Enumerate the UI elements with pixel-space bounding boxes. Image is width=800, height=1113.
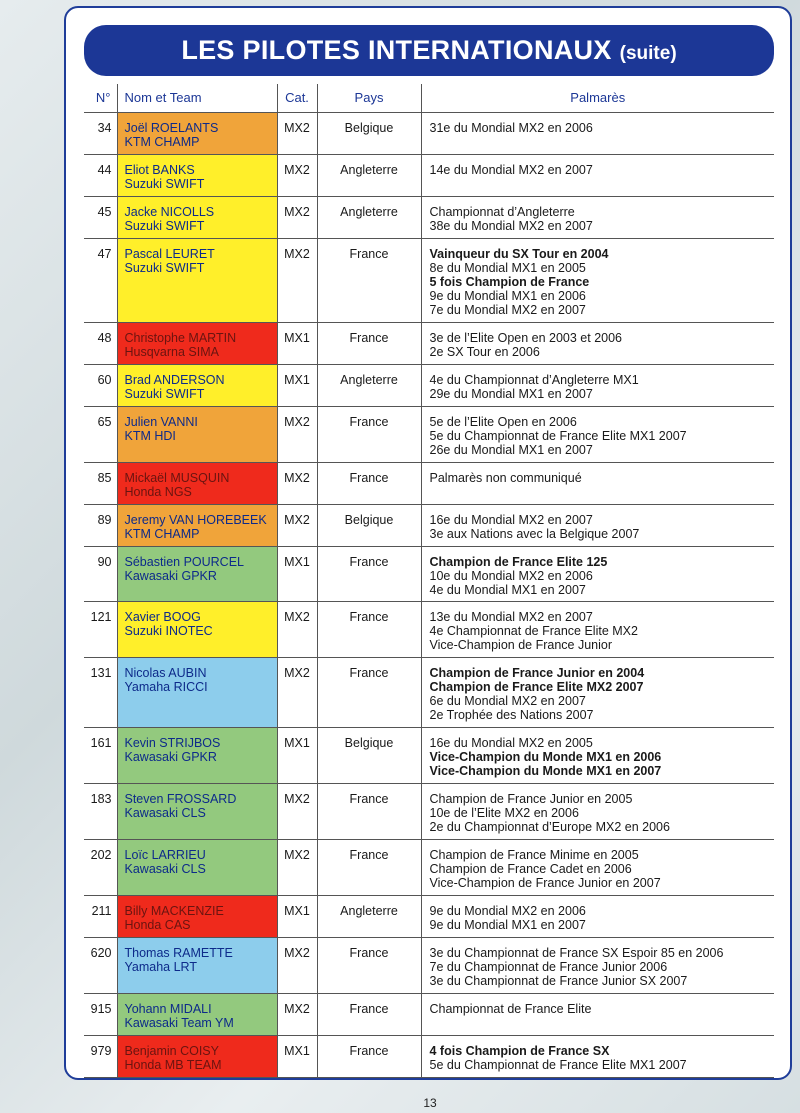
- rider-palmares: [421, 462, 774, 504]
- rider-team: Honda NGS: [124, 484, 192, 499]
- rider-name: Brad ANDERSON: [124, 372, 225, 387]
- rider-name: Billy MACKENZIE: [124, 903, 224, 918]
- rider-category: MX2: [277, 993, 317, 1035]
- rider-name: Joël ROELANTS: [124, 120, 219, 135]
- palmares-line: 2e SX Tour en 2006: [429, 344, 540, 359]
- rider-name-team-cell: [117, 657, 277, 727]
- palmares-line: 7e du Mondial MX2 en 2007: [429, 302, 586, 317]
- palmares-line: 4e Championnat de France Elite MX2: [429, 623, 638, 638]
- rider-country: France: [317, 462, 421, 504]
- rider-team: Kawasaki CLS: [124, 861, 206, 876]
- palmares-line: 2e Trophée des Nations 2007: [429, 707, 594, 722]
- palmares-line: Vice-Champion de France Junior en 2007: [429, 875, 661, 890]
- palmares-line: Champion de France Junior en 2005: [429, 791, 633, 806]
- rider-team: Honda CAS: [124, 917, 191, 932]
- rider-team: KTM CHAMP: [124, 134, 200, 149]
- rider-team: Kawasaki GPKR: [124, 749, 217, 764]
- palmares-line: Palmarès non communiqué: [429, 470, 582, 485]
- rider-number: 90: [84, 546, 117, 601]
- palmares-line: Champion de France Elite MX2 2007: [429, 679, 644, 694]
- table-row: [84, 657, 774, 727]
- rider-palmares: [421, 112, 774, 154]
- page-title-suffix: (suite): [619, 43, 677, 64]
- rider-number: 915: [84, 993, 117, 1035]
- rider-team: KTM CHAMP: [124, 526, 200, 541]
- palmares-line: Champion de France Minime en 2005: [429, 847, 639, 862]
- rider-name-team-cell: [117, 112, 277, 154]
- rider-number: 89: [84, 504, 117, 546]
- rider-number: 131: [84, 657, 117, 727]
- palmares-line: Championnat d’Angleterre: [429, 204, 575, 219]
- rider-name-team-cell: [117, 238, 277, 322]
- rider-team: Husqvarna SIMA: [124, 344, 219, 359]
- rider-number: 34: [84, 112, 117, 154]
- rider-category: MX1: [277, 1035, 317, 1077]
- table-row: [84, 364, 774, 406]
- palmares-line: 26e du Mondial MX1 en 2007: [429, 442, 593, 457]
- table-row: [84, 504, 774, 546]
- rider-palmares: [421, 154, 774, 196]
- rider-country: Belgique: [317, 504, 421, 546]
- rider-name-team-cell: [117, 1035, 277, 1077]
- rider-name: Kevin STRIJBOS: [124, 735, 221, 750]
- rider-number: 121: [84, 601, 117, 657]
- rider-country: Belgique: [317, 727, 421, 783]
- rider-number: 620: [84, 937, 117, 993]
- rider-name-team-cell: [117, 364, 277, 406]
- rider-name: Julien VANNI: [124, 414, 198, 429]
- rider-team: Yamaha LRT: [124, 959, 197, 974]
- palmares-line: 9e du Mondial MX1 en 2007: [429, 917, 586, 932]
- palmares-line: Championnat de France Elite: [429, 1001, 592, 1016]
- palmares-line: 13e du Mondial MX2 en 2007: [429, 609, 593, 624]
- rider-team: Kawasaki Team YM: [124, 1015, 234, 1030]
- rider-name-team-cell: [117, 322, 277, 364]
- table-row: [84, 112, 774, 154]
- rider-name: Pascal LEURET: [124, 246, 215, 261]
- rider-name: Mickaël MUSQUIN: [124, 470, 230, 485]
- rider-name: Jacke NICOLLS: [124, 204, 215, 219]
- rider-category: MX2: [277, 196, 317, 238]
- palmares-line: 10e du Mondial MX2 en 2006: [429, 568, 593, 583]
- page-number: 13: [423, 1096, 437, 1110]
- palmares-line: Champion de France Elite 125: [429, 554, 608, 569]
- rider-name-team-cell: [117, 462, 277, 504]
- rider-palmares: [421, 504, 774, 546]
- page-title: LES PILOTES INTERNATIONAUX: [181, 35, 612, 65]
- palmares-line: 8e du Mondial MX1 en 2005: [429, 260, 586, 275]
- table-row: [84, 839, 774, 895]
- table-row: [84, 895, 774, 937]
- page-frame: [64, 6, 792, 1080]
- rider-country: Belgique: [317, 112, 421, 154]
- palmares-line: 5e du Championnat de France Elite MX1 2007: [429, 1057, 687, 1072]
- rider-category: MX1: [277, 322, 317, 364]
- palmares-line: 3e de l’Elite Open en 2003 et 2006: [429, 330, 623, 345]
- rider-palmares: [421, 601, 774, 657]
- table-header-row: [84, 84, 774, 112]
- rider-palmares: [421, 727, 774, 783]
- table-row: [84, 546, 774, 601]
- palmares-line: 10e de l’Elite MX2 en 2006: [429, 805, 579, 820]
- rider-palmares: [421, 196, 774, 238]
- rider-palmares: [421, 895, 774, 937]
- table-row: [84, 154, 774, 196]
- table-row: [84, 462, 774, 504]
- palmares-line: 4e du Mondial MX1 en 2007: [429, 582, 586, 597]
- rider-category: MX2: [277, 783, 317, 839]
- rider-number: 183: [84, 783, 117, 839]
- rider-team: KTM HDI: [124, 428, 176, 443]
- rider-palmares: [421, 783, 774, 839]
- palmares-line: 14e du Mondial MX2 en 2007: [429, 162, 593, 177]
- rider-country: France: [317, 993, 421, 1035]
- rider-team: Suzuki SWIFT: [124, 176, 205, 191]
- rider-team: Suzuki SWIFT: [124, 218, 205, 233]
- rider-category: MX1: [277, 895, 317, 937]
- palmares-line: 5e du Championnat de France Elite MX1 2007: [429, 428, 687, 443]
- rider-country: France: [317, 546, 421, 601]
- table-row: [84, 196, 774, 238]
- rider-team: Kawasaki GPKR: [124, 568, 217, 583]
- rider-number: 65: [84, 406, 117, 462]
- rider-country: Angleterre: [317, 154, 421, 196]
- rider-country: France: [317, 937, 421, 993]
- rider-name-team-cell: [117, 504, 277, 546]
- palmares-line: 6e du Mondial MX2 en 2007: [429, 693, 586, 708]
- rider-number: 48: [84, 322, 117, 364]
- rider-category: MX2: [277, 601, 317, 657]
- palmares-line: Champion de France Junior en 2004: [429, 665, 645, 680]
- rider-category: MX2: [277, 112, 317, 154]
- table-row: [84, 937, 774, 993]
- rider-number: 161: [84, 727, 117, 783]
- rider-name-team-cell: [117, 993, 277, 1035]
- table-row: [84, 727, 774, 783]
- rider-category: MX1: [277, 546, 317, 601]
- rider-name-team-cell: [117, 839, 277, 895]
- rider-name: Eliot BANKS: [124, 162, 195, 177]
- palmares-line: 31e du Mondial MX2 en 2006: [429, 120, 593, 135]
- palmares-line: 5 fois Champion de France: [429, 274, 590, 289]
- rider-name-team-cell: [117, 601, 277, 657]
- rider-category: MX2: [277, 657, 317, 727]
- rider-number: 202: [84, 839, 117, 895]
- rider-number: 211: [84, 895, 117, 937]
- column-header-cat: Cat.: [277, 84, 317, 112]
- table-row: [84, 322, 774, 364]
- rider-country: France: [317, 839, 421, 895]
- rider-category: MX2: [277, 937, 317, 993]
- rider-name: Sébastien POURCEL: [124, 554, 245, 569]
- palmares-line: Vainqueur du SX Tour en 2004: [429, 246, 609, 261]
- rider-number: 979: [84, 1035, 117, 1077]
- palmares-line: 38e du Mondial MX2 en 2007: [429, 218, 593, 233]
- rider-name: Christophe MARTIN: [124, 330, 237, 345]
- table-row: [84, 1035, 774, 1077]
- rider-name: Steven FROSSARD: [124, 791, 237, 806]
- rider-name: Benjamin COISY: [124, 1043, 219, 1058]
- rider-name: Loïc LARRIEU: [124, 847, 206, 862]
- rider-team: Suzuki SWIFT: [124, 386, 205, 401]
- rider-category: MX2: [277, 504, 317, 546]
- rider-country: France: [317, 601, 421, 657]
- rider-category: MX2: [277, 154, 317, 196]
- table-row: [84, 993, 774, 1035]
- rider-name-team-cell: [117, 406, 277, 462]
- palmares-line: Champion de France Cadet en 2006: [429, 861, 632, 876]
- palmares-line: 5e de l’Elite Open en 2006: [429, 414, 577, 429]
- rider-palmares: [421, 1035, 774, 1077]
- palmares-line: 9e du Mondial MX1 en 2006: [429, 288, 586, 303]
- rider-palmares: [421, 364, 774, 406]
- rider-name: Thomas RAMETTE: [124, 945, 233, 960]
- palmares-line: 9e du Mondial MX2 en 2006: [429, 903, 586, 918]
- rider-team: Yamaha RICCI: [124, 679, 208, 694]
- rider-number: 85: [84, 462, 117, 504]
- column-header-name: Nom et Team: [117, 84, 277, 112]
- palmares-line: 3e aux Nations avec la Belgique 2007: [429, 526, 640, 541]
- rider-name: Nicolas AUBIN: [124, 665, 207, 680]
- rider-name: Jeremy VAN HOREBEEK: [124, 512, 267, 527]
- table-row: [84, 601, 774, 657]
- rider-name: Xavier BOOG: [124, 609, 201, 624]
- rider-palmares: [421, 839, 774, 895]
- rider-team: Honda MB TEAM: [124, 1057, 222, 1072]
- rider-country: Angleterre: [317, 196, 421, 238]
- rider-country: France: [317, 657, 421, 727]
- rider-number: 44: [84, 154, 117, 196]
- rider-country: France: [317, 1035, 421, 1077]
- palmares-line: 16e du Mondial MX2 en 2007: [429, 512, 593, 527]
- rider-name: Yohann MIDALI: [124, 1001, 212, 1016]
- column-header-num: N°: [84, 84, 117, 112]
- rider-team: Suzuki INOTEC: [124, 623, 213, 638]
- rider-name-team-cell: [117, 154, 277, 196]
- rider-number: 45: [84, 196, 117, 238]
- palmares-line: 16e du Mondial MX2 en 2005: [429, 735, 593, 750]
- palmares-line: Vice-Champion de France Junior: [429, 637, 613, 652]
- rider-team: Kawasaki CLS: [124, 805, 206, 820]
- palmares-line: 4 fois Champion de France SX: [429, 1043, 610, 1058]
- palmares-line: 4e du Championnat d’Angleterre MX1: [429, 372, 639, 387]
- rider-palmares: [421, 322, 774, 364]
- rider-country: Angleterre: [317, 364, 421, 406]
- rider-category: MX2: [277, 839, 317, 895]
- rider-country: Angleterre: [317, 895, 421, 937]
- rider-name-team-cell: [117, 937, 277, 993]
- rider-category: MX2: [277, 462, 317, 504]
- column-header-palmares: Palmarès: [421, 84, 774, 112]
- palmares-line: 3e du Championnat de France SX Espoir 85 en 2006: [429, 945, 724, 960]
- riders-table-body: [84, 112, 774, 1077]
- palmares-line: 2e du Championnat d’Europe MX2 en 2006: [429, 819, 670, 834]
- palmares-line: 29e du Mondial MX1 en 2007: [429, 386, 593, 401]
- rider-category: MX2: [277, 238, 317, 322]
- rider-country: France: [317, 322, 421, 364]
- rider-country: France: [317, 406, 421, 462]
- palmares-line: Vice-Champion du Monde MX1 en 2007: [429, 763, 662, 778]
- rider-name-team-cell: [117, 783, 277, 839]
- rider-palmares: [421, 546, 774, 601]
- rider-name-team-cell: [117, 546, 277, 601]
- palmares-line: 3e du Championnat de France Junior SX 2007: [429, 973, 688, 988]
- rider-palmares: [421, 406, 774, 462]
- rider-category: MX2: [277, 406, 317, 462]
- rider-number: 47: [84, 238, 117, 322]
- rider-category: MX1: [277, 727, 317, 783]
- title-bar: [84, 25, 774, 76]
- table-row: [84, 783, 774, 839]
- rider-palmares: [421, 657, 774, 727]
- rider-country: France: [317, 238, 421, 322]
- table-row: [84, 238, 774, 322]
- rider-palmares: [421, 238, 774, 322]
- rider-name-team-cell: [117, 727, 277, 783]
- rider-name-team-cell: [117, 895, 277, 937]
- column-header-country: Pays: [317, 84, 421, 112]
- palmares-line: Vice-Champion du Monde MX1 en 2006: [429, 749, 662, 764]
- rider-palmares: [421, 993, 774, 1035]
- rider-name-team-cell: [117, 196, 277, 238]
- rider-number: 60: [84, 364, 117, 406]
- rider-country: France: [317, 783, 421, 839]
- table-row: [84, 406, 774, 462]
- riders-table: [84, 84, 774, 1078]
- rider-category: MX1: [277, 364, 317, 406]
- rider-team: Suzuki SWIFT: [124, 260, 205, 275]
- palmares-line: 7e du Championnat de France Junior 2006: [429, 959, 668, 974]
- rider-palmares: [421, 937, 774, 993]
